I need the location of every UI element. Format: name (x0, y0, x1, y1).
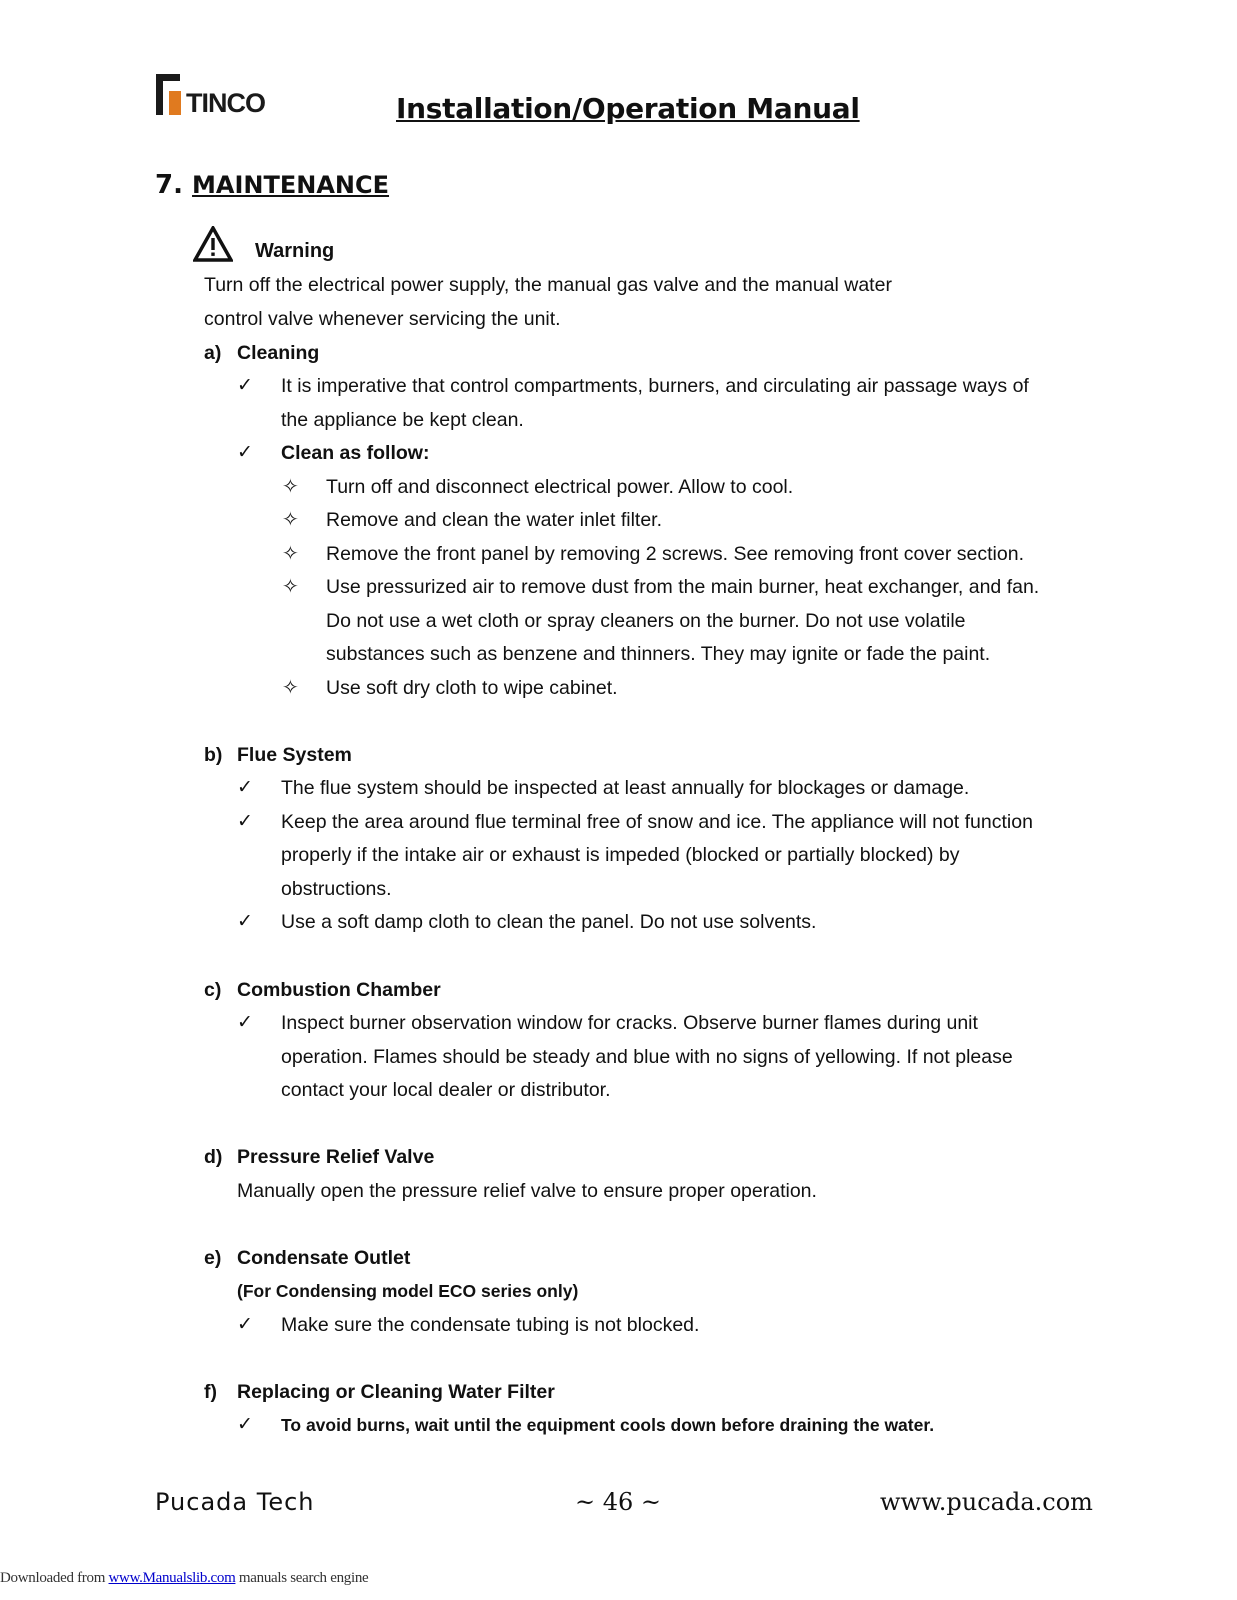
check-icon: ✓ (237, 442, 253, 463)
check-icon: ✓ (237, 1414, 253, 1435)
a-sub2: Remove and clean the water inlet filter. (326, 509, 663, 531)
a-sub5: Use soft dry cloth to wipe cabinet. (326, 677, 618, 699)
subsection-f-letter: f) (204, 1381, 217, 1403)
subsection-f-heading: Replacing or Cleaning Water Filter (237, 1381, 555, 1403)
c-item1-line1: Inspect burner observation window for cracks. Observe burner flames during unit (281, 1012, 978, 1034)
subsection-b-heading: Flue System (237, 744, 352, 766)
a-sub4-line1: Use pressurized air to remove dust from the main burner, heat exchanger, and fan. (326, 576, 1040, 598)
f-item1: To avoid burns, wait until the equipment cools down before draining the water. (281, 1415, 935, 1435)
subsection-e-letter: e) (204, 1247, 222, 1269)
star-bullet-icon: ✧ (282, 476, 299, 498)
section-heading (155, 170, 389, 200)
check-icon: ✓ (237, 375, 253, 396)
subsection-e-heading: Condensate Outlet (237, 1247, 411, 1269)
subsection-a-letter: a) (204, 342, 222, 364)
a-sub4-line2: Do not use a wet cloth or spray cleaners on the burner. Do not use volatile (326, 610, 966, 632)
warning-text-line2: control valve whenever servicing the unit. (204, 308, 561, 330)
e-item1: Make sure the condensate tubing is not blocked. (281, 1314, 700, 1336)
download-prefix: Downloaded from (0, 1570, 109, 1586)
manualslib-link[interactable]: www.Manualslib.com (108, 1570, 236, 1586)
subsection-b-letter: b) (204, 744, 223, 766)
section-title: MAINTENANCE (192, 171, 390, 199)
subsection-c-heading: Combustion Chamber (237, 979, 441, 1001)
b-item3: Use a soft damp cloth to clean the panel. Do not use solvents. (281, 911, 817, 933)
a-item1-line1: It is imperative that control compartments, burners, and circulating air passage ways of (281, 375, 1029, 397)
subsection-d-heading: Pressure Relief Valve (237, 1146, 435, 1168)
subsection-a-heading: Cleaning (237, 342, 320, 364)
a-sub3: Remove the front panel by removing 2 screws. See removing front cover section. (326, 543, 1024, 565)
check-icon: ✓ (237, 911, 253, 932)
download-suffix: manuals search engine (235, 1570, 369, 1586)
star-bullet-icon: ✧ (282, 543, 299, 565)
logo-text: TINCO (186, 88, 265, 118)
check-icon: ✓ (237, 1314, 253, 1335)
b-item1: The flue system should be inspected at least annually for blockages or damage. (281, 777, 970, 799)
warning-icon (193, 226, 233, 262)
a-item1-line2: the appliance be kept clean. (281, 409, 524, 431)
a-sub1: Turn off and disconnect electrical power. Allow to cool. (326, 476, 794, 498)
c-item1-line3: contact your local dealer or distributor. (281, 1079, 611, 1101)
check-icon: ✓ (237, 777, 253, 798)
subsection-c-letter: c) (204, 979, 222, 1001)
footer-website: www.pucada.com (880, 1488, 1093, 1516)
b-item2-line3: obstructions. (281, 878, 392, 900)
footer-page-number: ~ 46 ~ (575, 1488, 662, 1516)
d-text: Manually open the pressure relief valve to ensure proper operation. (237, 1180, 817, 1202)
warning-label: Warning (255, 240, 335, 262)
star-bullet-icon: ✧ (282, 677, 299, 699)
warning-text-line1: Turn off the electrical power supply, the manual gas valve and the manual water (204, 274, 892, 296)
check-icon: ✓ (237, 1012, 253, 1033)
b-item2-line1: Keep the area around flue terminal free of snow and ice. The appliance will not function (281, 811, 1033, 833)
check-icon: ✓ (237, 811, 253, 832)
download-note (0, 1570, 368, 1587)
section-number: 7. (155, 170, 183, 200)
tinco-logo (156, 74, 286, 118)
c-item1-line2: operation. Flames should be steady and blue with no signs of yellowing. If not please (281, 1046, 1013, 1068)
b-item2-line2: properly if the intake air or exhaust is impeded (blocked or partially blocked) by (281, 844, 960, 866)
footer-company: Pucada Tech (155, 1488, 315, 1516)
subsection-d-letter: d) (204, 1146, 223, 1168)
star-bullet-icon: ✧ (282, 576, 299, 598)
star-bullet-icon: ✧ (282, 509, 299, 531)
e-subheading: (For Condensing model ECO series only) (237, 1281, 579, 1301)
page-title: Installation/Operation Manual (396, 92, 860, 125)
a-item2: Clean as follow: (281, 442, 430, 464)
a-sub4-line3: substances such as benzene and thinners. They may ignite or fade the paint. (326, 643, 991, 665)
